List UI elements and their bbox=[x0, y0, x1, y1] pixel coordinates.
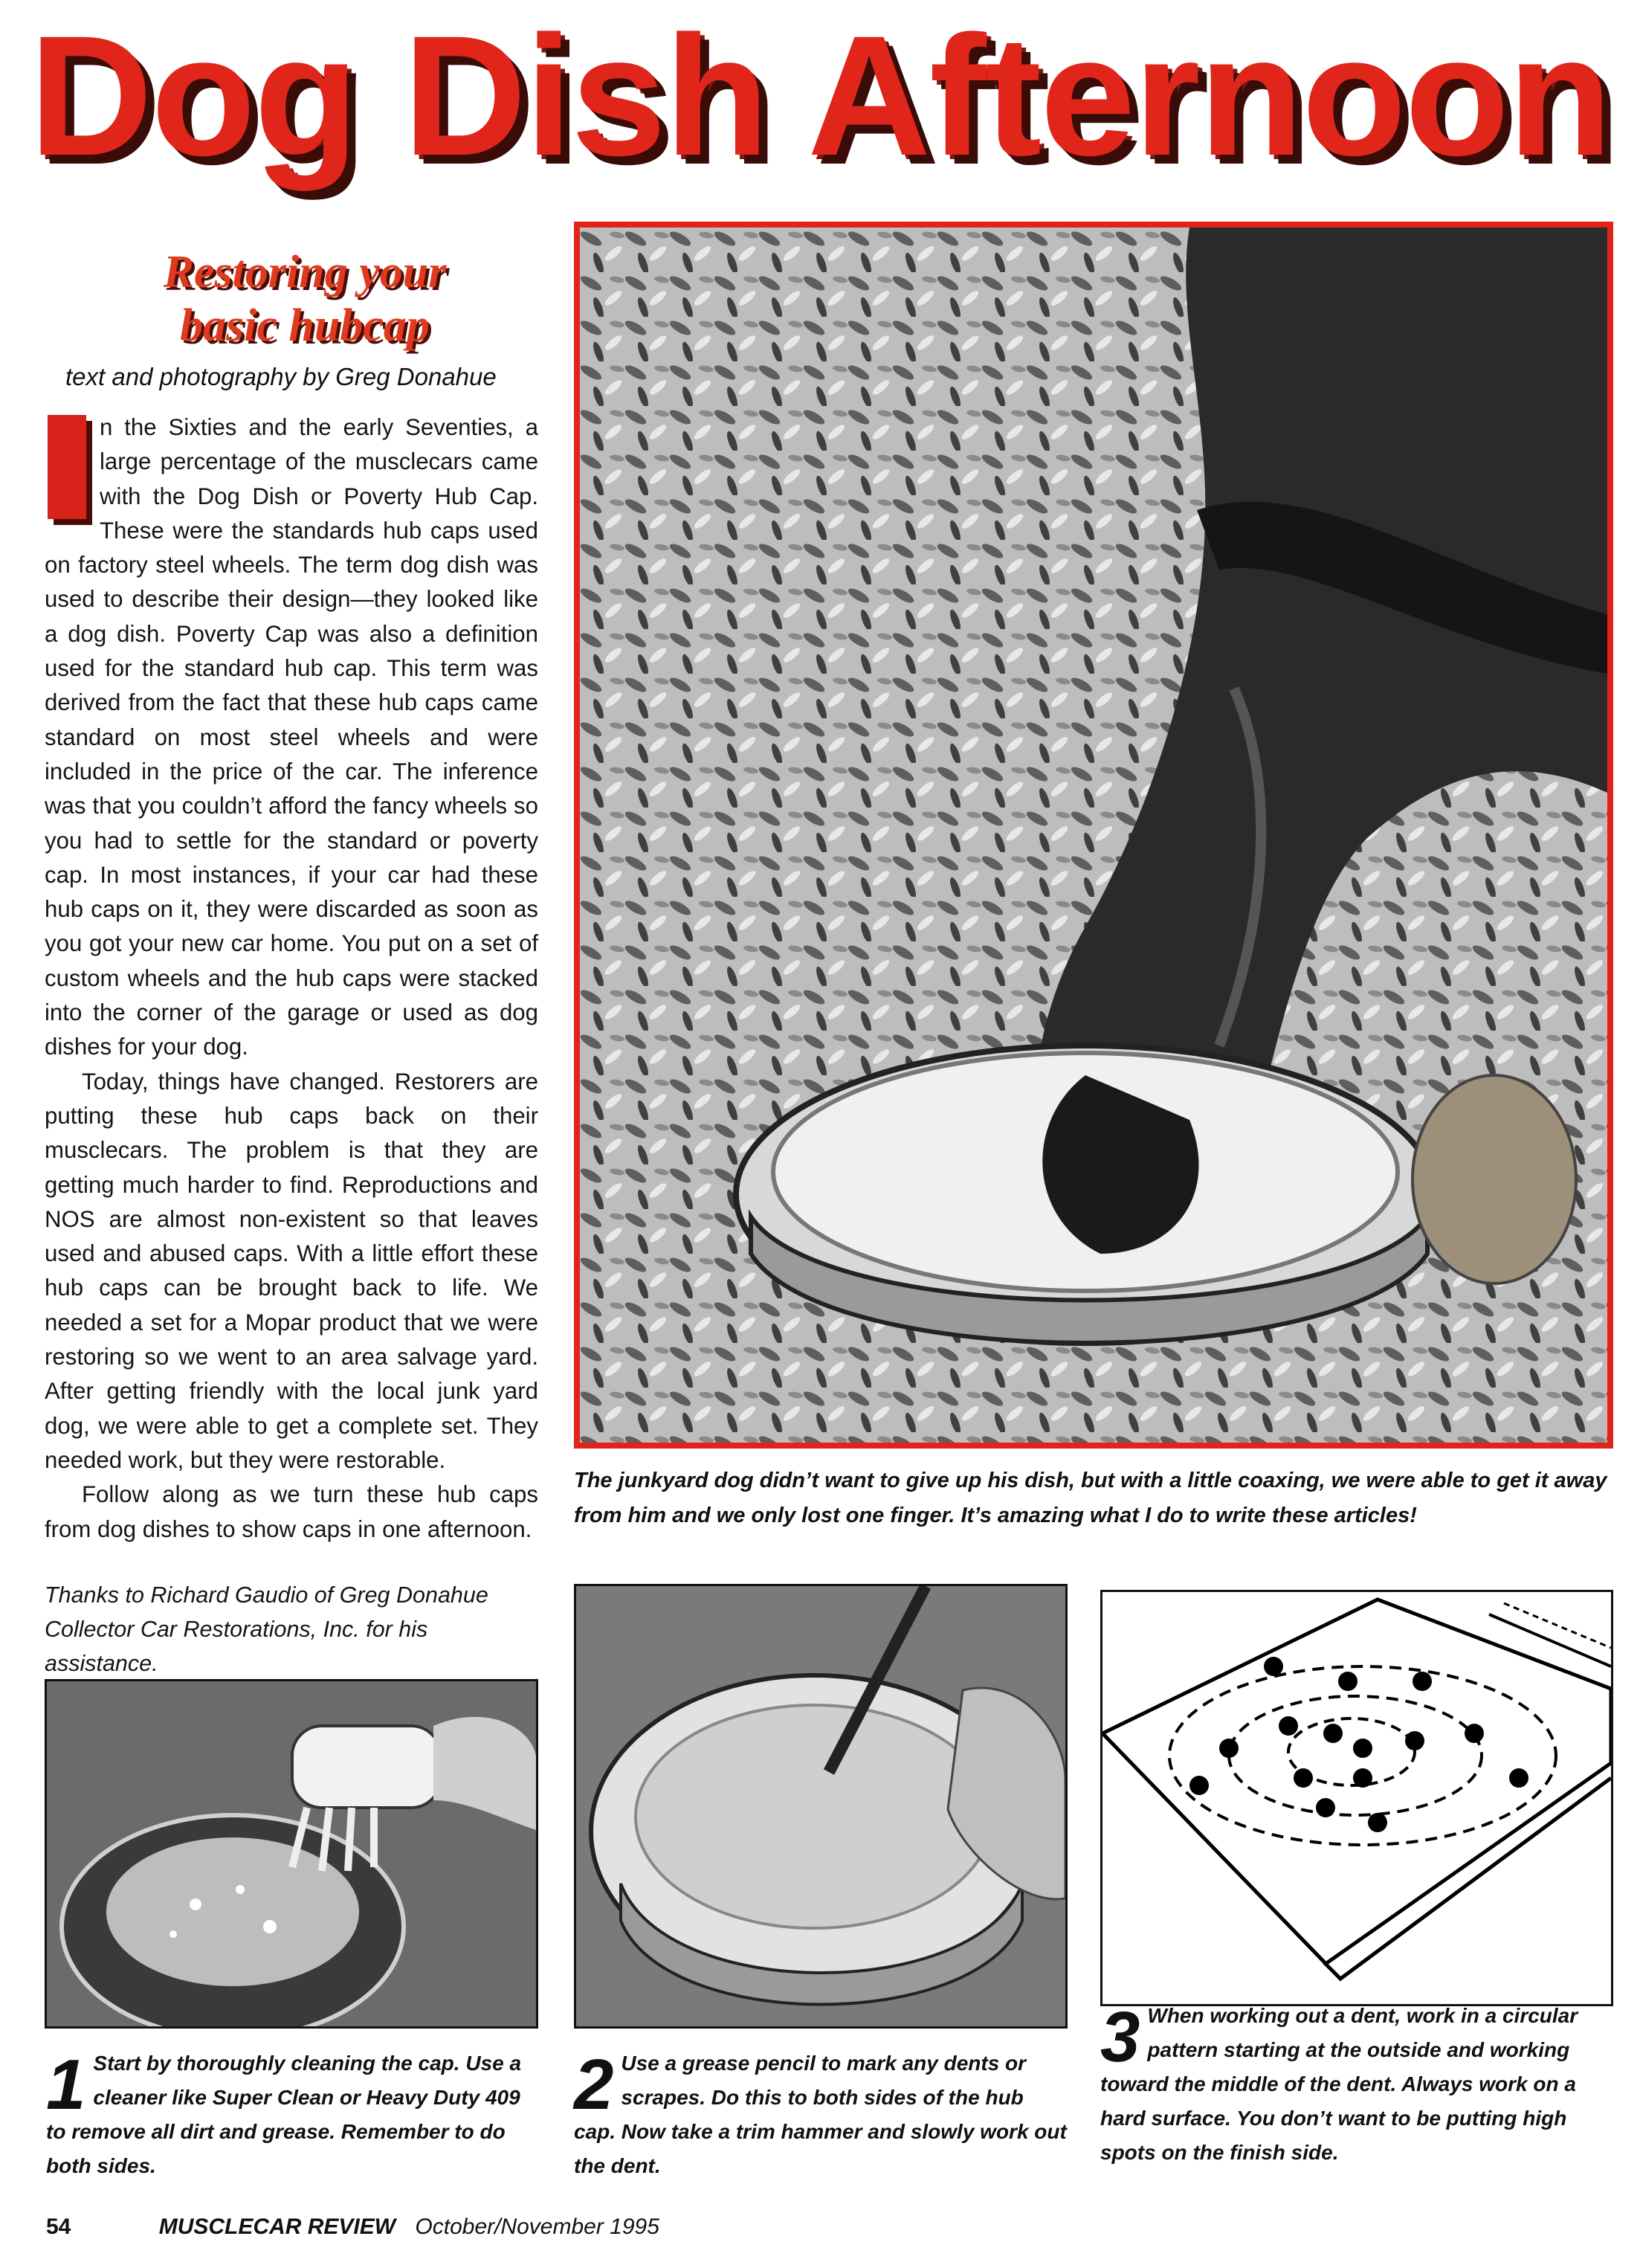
magazine-name: MUSCLECAR REVIEW bbox=[158, 2214, 396, 2239]
article-subtitle bbox=[112, 245, 498, 352]
cleaning-photo-illustration bbox=[47, 1681, 536, 2026]
step3-dent-pattern-diagram bbox=[1100, 1590, 1613, 2006]
step-3-caption bbox=[1100, 1999, 1613, 2170]
byline: text and photography by Greg Donahue bbox=[65, 363, 497, 390]
main-photo-caption: The junkyard dog didn’t want to give up his dish, but with a little coaxing, we were able to get it away from him and we only lost one finger. It’s amazing what I do to write these articles! bbox=[574, 1469, 1607, 1527]
step2-marking-photo bbox=[574, 1584, 1068, 2029]
drop-cap-i bbox=[48, 415, 86, 519]
step-1-number: 1 bbox=[46, 2045, 86, 2124]
issue-date: October/November 1995 bbox=[415, 2214, 659, 2239]
step-2-caption bbox=[574, 2046, 1068, 2183]
marking-photo-illustration bbox=[576, 1586, 1065, 2026]
dog-photo-illustration bbox=[580, 228, 1607, 1443]
step-2-text: Use a grease pencil to mark any dents or scrapes. Do this to both sides of the hub cap. Now take a trim hammer and slowly work out the dent. bbox=[574, 2052, 1067, 2177]
circular-pattern-drawing bbox=[1103, 1592, 1611, 2004]
paragraph-2: Today, things have changed. Restorers are putting these hub caps back on their musclecars. The problem is that they are getting much harder to find. Reproductions and NOS are almost non-existent so that leaves used and abused caps. With a little effort these hub caps can be brought back to life. We needed a set for a Mopar product that we were restoring so we went to an area salvage yard. After getting friendly with the local junk yard dog, we were able to get a complete set. They needed work, but they were restorable. bbox=[45, 1068, 538, 1473]
paragraph-3: Follow along as we turn these hub caps from dog dishes to show caps in one afternoon. bbox=[45, 1481, 538, 1542]
page-title: Dog Dish Afternoon bbox=[29, 0, 1611, 191]
step-3-number: 3 bbox=[1100, 1997, 1140, 2077]
step1-cleaning-photo bbox=[45, 1679, 538, 2029]
subtitle-line-1: Restoring your bbox=[163, 247, 447, 297]
step-2-number: 2 bbox=[574, 2045, 614, 2124]
step-1-text: Start by thoroughly cleaning the cap. Use a cleaner like Super Clean or Heavy Duty 409 to remove all dirt and grease. Remember to do both sides. bbox=[46, 2052, 522, 2177]
acknowledgement: Thanks to Richard Gaudio of Greg Donahue Collector Car Restorations, Inc. for his assistance. bbox=[45, 1582, 488, 1676]
page-footer bbox=[46, 2214, 938, 2240]
page-number: 54 bbox=[46, 2214, 71, 2239]
step-3-text: When working out a dent, work in a circular pattern starting at the outside and working toward the middle of the dent. Always work on a hard surface. You don’t want to be putting high spots on the finish side. bbox=[1100, 2004, 1578, 2164]
article-body bbox=[45, 410, 538, 1547]
paragraph-1: n the Sixties and the early Seventies, a large percentage of the musclecars came with the Dog Dish or Poverty Hub Cap. These were the standards hub caps used on factory steel wheels. The term dog dish was used to describe their design—they looked like a dog dish. Poverty Cap was also a definition used for the standard hub cap. This term was derived from the fact that these hub caps came standard on most steel wheels and were included in the price of the car. The inference was that you couldn’t afford the fancy wheels so you had to settle for the standard or poverty cap. In most instances, if your car had these hub caps on it, they were discarded as soon as you got your new car home. You put on a set of custom wheels and the hub caps were stacked into the corner of the garage or used as dog dishes for your dog. bbox=[45, 414, 538, 1060]
subtitle-line-2: basic hubcap bbox=[180, 300, 430, 351]
step-1-caption bbox=[46, 2046, 537, 2183]
dog-hubcap-photo bbox=[574, 222, 1613, 1449]
